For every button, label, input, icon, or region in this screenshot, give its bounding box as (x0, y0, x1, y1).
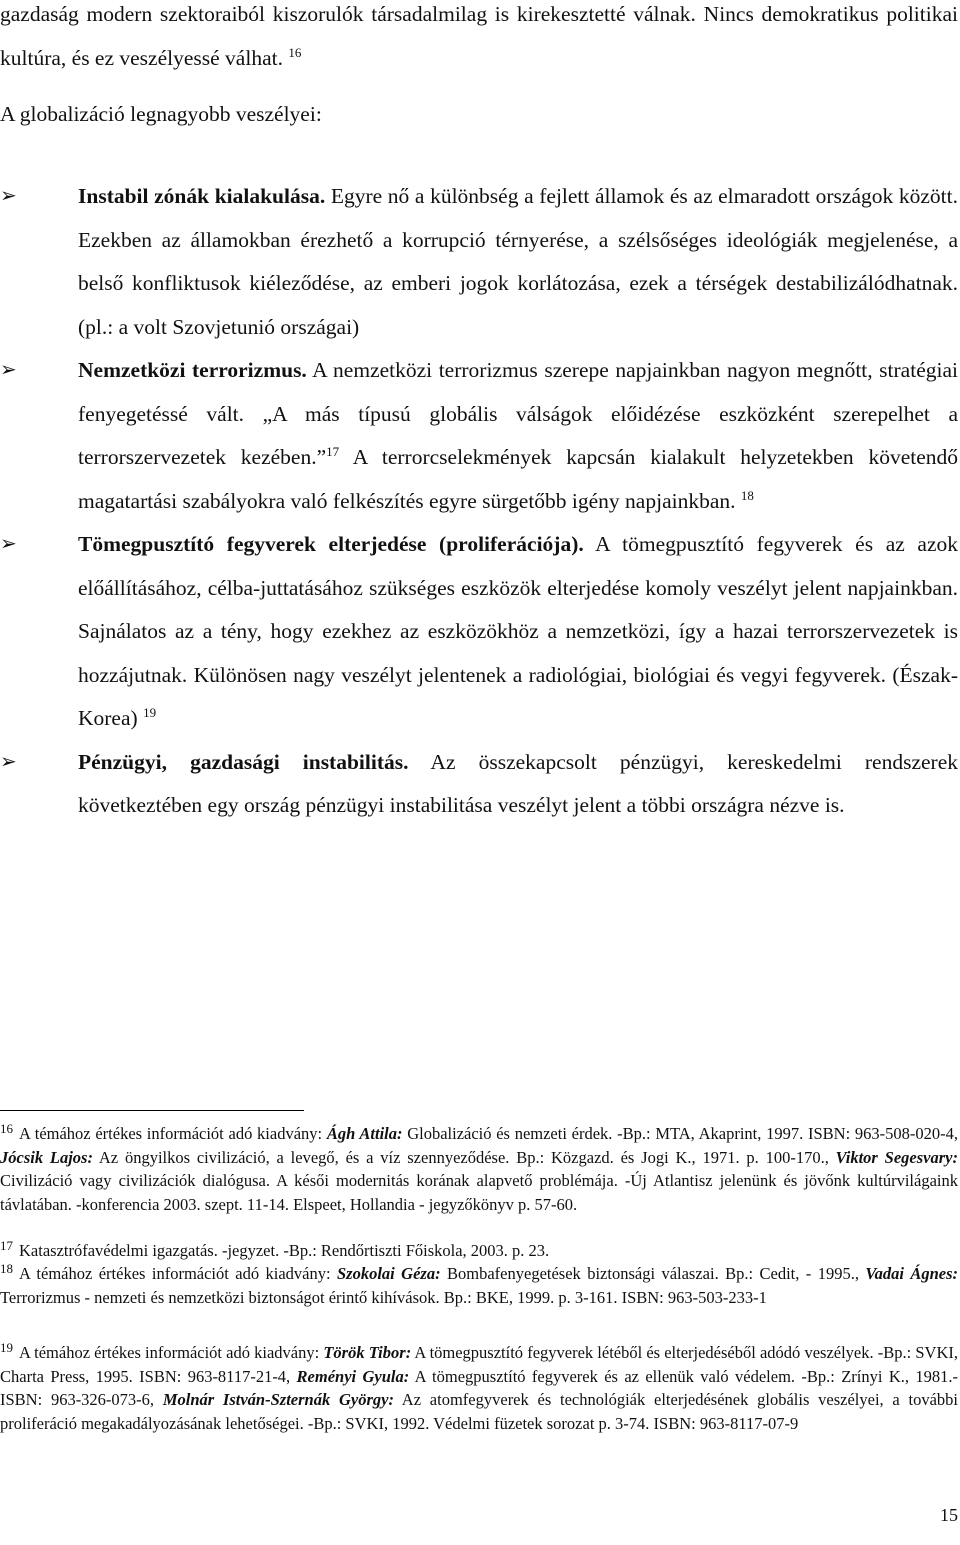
footnote-text: Bombafenyegetések biztonsági válaszai. Bp.: Cedit, - 1995., (440, 1264, 866, 1283)
footnote-16 (0, 1122, 958, 1216)
author-name: Ágh Attila: (326, 1124, 403, 1143)
list-item (0, 523, 958, 741)
author-name: Jócsik Lajos: (0, 1147, 93, 1167)
item-text: A tömegpusztító fegyverek és az azok előállításához, célba-juttatásához szükséges eszközök elterjedése komoly veszélyt jelent napjainkban. Sajnálatos az a tény, hogy ezekhez az eszközökhöz a nemzetközi, így a hazai terrorszervezetek is hozzájutnak. Különösen nagy veszélyt jelentenek a radiológiai, biológiai és vegyi fegyverek. (Észak-Korea) (78, 532, 958, 730)
author-name: Vadai Ágnes: (865, 1264, 958, 1283)
footnote-number: 16 (0, 1120, 13, 1136)
list-item (0, 741, 958, 828)
item-text: A terrorcselekmények kapcsán kialakult helyzetekben követendő magatartási szabályokra való felkészítés egyre sürgetőbb igény napjainkban. (78, 445, 959, 513)
page-number: 15 (940, 1505, 958, 1525)
arrow-bullet-icon: ➢ (0, 533, 17, 555)
footnote-19 (0, 1341, 958, 1435)
footnote-text: A tömegpusztító fegyverek és az ellenük való védelem. -Bp.: Zrínyi K., 1981.-ISBN: 963-326-073-6, (0, 1366, 958, 1409)
author-name: Török Tibor: (323, 1343, 412, 1362)
author-name: Szokolai Géza: (337, 1264, 441, 1283)
intro-text: gazdaság modern szektoraiból kiszorulók társadalmilag is kirekesztetté válnak. Nincs demokratikus politikai kultúra, és ez veszélyessé válhat. (0, 2, 958, 70)
item-title: Tömegpusztító fegyverek elterjedése (proliferációja). (78, 532, 584, 556)
footnote-number: 19 (0, 1339, 13, 1355)
item-title: Pénzügyi, gazdasági instabilitás. (78, 749, 409, 774)
item-text: Az összekapcsolt pénzügyi, kereskedelmi rendszerek következtében egy ország pénzügyi instabilitása veszélyt jelent a többi országra nézve is. (78, 749, 959, 817)
list-item (0, 175, 958, 349)
footnote-17 (0, 1239, 958, 1263)
footnote-ref-16: 16 (288, 44, 302, 60)
footnote-text: A témához értékes információt adó kiadvány: (19, 1343, 324, 1362)
footnote-text: Az atomfegyverek és technológiák elterjedésének globális veszélyei, a további proliferáció megakadályozásának lehetőségei. -Bp.: SVKI, 1992. Védelmi füzetek sorozat p. 3-74. ISBN: 963-8117-07-9 (0, 1390, 958, 1433)
item-text: A nemzetközi terrorizmus szerepe napjainkban nagyon megnőtt, stratégiai fenyegetéssé vált. „A más típusú globális válságok előidézése eszközként szerepelhet a terrorszervezetek kezében.” (78, 358, 958, 469)
footnote-ref-18: 18 (740, 487, 754, 503)
arrow-bullet-icon: ➢ (0, 185, 17, 207)
list-item (0, 349, 958, 523)
footnote-ref-19: 19 (143, 704, 157, 720)
footnote-text: A tömegpusztító fegyverek létéből és elterjedéséből adódó veszélyek. -Bp.: SVKI, Charta Press, 1995. ISBN: 963-8117-21-4, (0, 1343, 958, 1386)
author-name: Reményi Gyula: (296, 1366, 410, 1386)
arrow-bullet-icon: ➢ (0, 750, 17, 773)
arrow-bullet-icon: ➢ (0, 359, 17, 381)
footnote-ref-17: 17 (326, 443, 340, 459)
footnote-number: 18 (0, 1260, 13, 1276)
footnote-text: Globalizáció és nemzeti érdek. -Bp.: MTA, Akaprint, 1997. ISBN: 963-508-020-4, (402, 1124, 958, 1143)
section-heading: A globalizáció legnagyobb veszélyei: (0, 102, 322, 126)
footnote-number: 17 (0, 1237, 13, 1253)
footnote-text: A témához értékes információt adó kiadvány: (19, 1264, 337, 1283)
intro-paragraph (0, 0, 958, 80)
footnote-text: Katasztrófavédelmi igazgatás. -jegyzet. -Bp.: Rendőrtiszti Főiskola, 2003. p. 23. (19, 1241, 550, 1260)
footnote-text: Az öngyilkos civilizáció, a levegő, és a víz szennyeződése. Bp.: Közgazd. és Jogi K., 1971. p. 100-170., (92, 1147, 836, 1167)
footnote-separator (0, 1110, 304, 1111)
author-name: Viktor Segesvary: (835, 1147, 958, 1167)
danger-list (0, 175, 958, 828)
footnote-text: Terrorizmus - nemzeti és nemzetközi biztonságot érintő kihívások. Bp.: BKE, 1999. p. 3-161. ISBN: 963-503-233-1 (0, 1287, 767, 1307)
footnote-text: Civilizáció vagy civilizációk dialógusa. A késői modernitás korának alapvető problémája. -Új Atlantisz jelenünk és jövőnk kultúrvilágaink távlatában. -konferencia 2003. szept. 11-14. Elspeet, Hollandia - jegyzőkönyv p. 57-60. (0, 1171, 958, 1214)
author-name: Molnár István-Szternák György: (162, 1390, 394, 1409)
item-title: Instabil zónák kialakulása. (78, 184, 326, 208)
footnote-text: A témához értékes információt adó kiadvány: (19, 1124, 327, 1143)
item-text: Egyre nő a különbség a fejlett államok és az elmaradott országok között. Ezekben az államokban érezhető a korrupció térnyerése, a szélsőséges ideológiák megjelenése, a belső konfliktusok kiéleződése, az emberi jogok korlátozása, ezek a térségek destabilizálódhatnak. (pl.: a volt Szovjetunió országai) (78, 184, 958, 339)
footnote-18 (0, 1262, 958, 1309)
item-title: Nemzetközi terrorizmus. (78, 358, 307, 382)
